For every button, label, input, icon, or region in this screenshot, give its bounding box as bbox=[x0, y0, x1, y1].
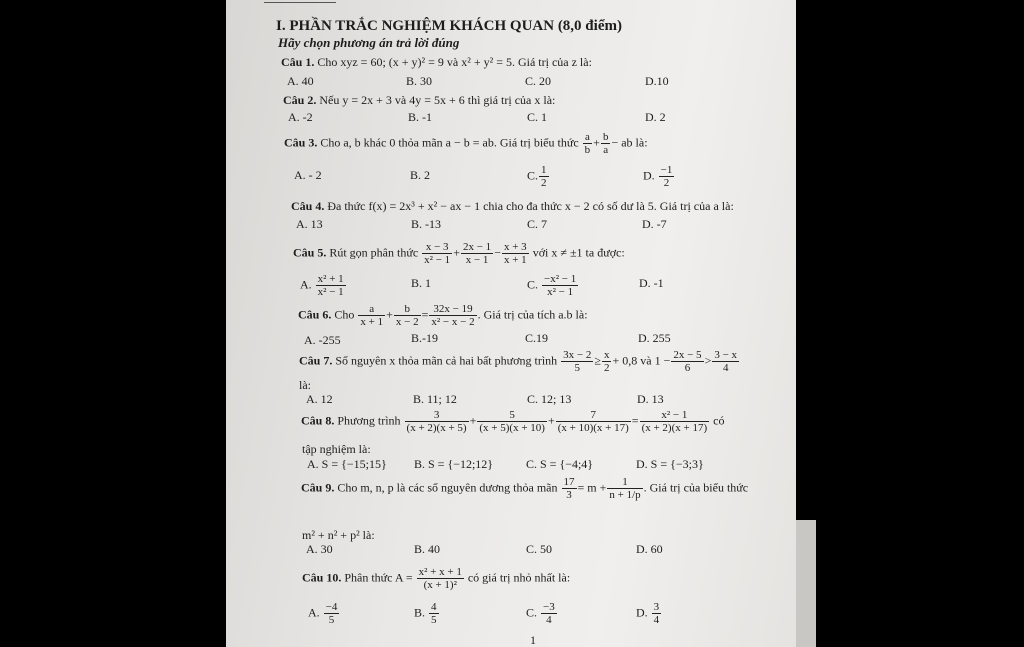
q9-option-c[interactable]: C. 50 bbox=[526, 542, 553, 556]
q10-option-d[interactable]: D. $\frac{3}{4}$ bbox=[636, 601, 660, 626]
q9-option-b[interactable]: B. 40 bbox=[414, 542, 441, 556]
question-3: Câu 3. Cho a, b khác 0 thỏa mãn a − b = ab. Giá trị biểu thức $\frac{a}{b}$ + $\frac{b}{a}$ − ab là: bbox=[284, 131, 648, 156]
q5-option-c[interactable]: C. $\frac{\text{−x² − 1}}{\text{x² − 1}}$ bbox=[527, 273, 577, 298]
q2-option-a[interactable]: A. -2 bbox=[288, 110, 313, 124]
question-4: Câu 4. Đa thức f(x) = 2x³ + x² − ax − 1 chia cho đa thức x − 2 có số dư là 5. Giá trị của a là: bbox=[291, 199, 734, 213]
question-10: Câu 10. Phân thức A = $\frac{\text{x² + x + 1}}{\text{(x + 1)²}}$ có giá trị nhỏ nhất là: bbox=[302, 566, 571, 591]
q1-option-d[interactable]: D.10 bbox=[645, 74, 669, 88]
q6-option-b[interactable]: B.-19 bbox=[411, 331, 438, 345]
q3-option-b[interactable]: B. 2 bbox=[410, 168, 431, 182]
page-number: 1 bbox=[530, 633, 536, 647]
next-page-sliver bbox=[796, 520, 816, 647]
question-2: Câu 2. Nếu y = 2x + 3 và 4y = 5x + 6 thì giá trị của x là: bbox=[283, 93, 556, 107]
q1-option-a[interactable]: A. 40 bbox=[287, 74, 314, 88]
q5-option-d[interactable]: D. -1 bbox=[639, 276, 664, 290]
q3-frac-a: $\frac{a}{b}$ bbox=[584, 131, 591, 156]
q4-option-b[interactable]: B. -13 bbox=[411, 217, 441, 231]
q8-continuation: tập nghiệm là: bbox=[302, 442, 371, 456]
q8-option-c[interactable]: C. S = {−4;4} bbox=[526, 457, 594, 471]
right-black-border bbox=[796, 0, 1024, 647]
q6-option-c[interactable]: C.19 bbox=[525, 331, 549, 345]
question-8: Câu 8. Phương trình $\frac{3}{(x + 2)(x + 5)}$ + $\frac{5}{(x + 5)(x + 10)}$ + $\frac{7}{(x + 10)(x + 17)}$ = $\frac{\text{x² − 1}}{(x + 2)(x + 17)}$ có bbox=[301, 409, 725, 434]
question-6: Câu 6. Cho $\frac{a}{x + 1}$ + $\frac{b}{x - 2}$ = $\frac{32x - 19}{\text{x² − x − 2}}$ . Giá trị của tích a.b là: bbox=[298, 303, 588, 328]
question-7: Câu 7. Số nguyên x thỏa mãn cả hai bất phương trình $\frac{3x - 2}{5}$ ≥ $\frac{x}{2}$ + 0,8 và 1 − $\frac{2x - 5}{6}$ > $\frac{3 - x}{4}$ bbox=[299, 349, 738, 374]
q2-option-c[interactable]: C. 1 bbox=[527, 110, 548, 124]
q4-option-d[interactable]: D. -7 bbox=[642, 217, 667, 231]
q9-continuation: m² + n² + p² là: bbox=[302, 528, 375, 542]
q3-option-c[interactable]: C. $\frac{1}{2}$ bbox=[527, 164, 547, 189]
q10-option-b[interactable]: B. $\frac{4}{5}$ bbox=[414, 601, 437, 626]
q5-option-b[interactable]: B. 1 bbox=[411, 276, 432, 290]
q1-option-c[interactable]: C. 20 bbox=[525, 74, 552, 88]
q9-option-a[interactable]: A. 30 bbox=[306, 542, 333, 556]
q7-option-d[interactable]: D. 13 bbox=[637, 392, 664, 406]
q10-option-c[interactable]: C. $\frac{-3}{4}$ bbox=[526, 601, 555, 626]
q4-option-c[interactable]: C. 7 bbox=[527, 217, 548, 231]
q3-frac-b: $\frac{b}{a}$ bbox=[602, 131, 609, 156]
q5-option-a[interactable]: A. $\frac{\text{x² + 1}}{\text{x² − 1}}$ bbox=[300, 273, 344, 298]
question-1: Câu 1. Cho xyz = 60; (x + y)² = 9 và x² + y² = 5. Giá trị của z là: bbox=[281, 55, 592, 69]
q6-option-a[interactable]: A. -255 bbox=[304, 333, 341, 347]
q3-option-d[interactable]: D. $\frac{-1}{2}$ bbox=[643, 164, 673, 189]
q3-option-a[interactable]: A. - 2 bbox=[294, 168, 322, 182]
q6-option-d[interactable]: D. 255 bbox=[638, 331, 671, 345]
q9-option-d[interactable]: D. 60 bbox=[636, 542, 663, 556]
top-rule bbox=[264, 2, 336, 3]
q2-option-d[interactable]: D. 2 bbox=[645, 110, 666, 124]
q10-option-a[interactable]: A. $\frac{-4}{5}$ bbox=[308, 601, 338, 626]
q7-option-b[interactable]: B. 11; 12 bbox=[413, 392, 457, 406]
q8-option-b[interactable]: B. S = {−12;12} bbox=[414, 457, 494, 471]
q4-option-a[interactable]: A. 13 bbox=[296, 217, 323, 231]
q2-option-b[interactable]: B. -1 bbox=[408, 110, 432, 124]
q7-option-c[interactable]: C. 12; 13 bbox=[527, 392, 572, 406]
q1-option-b[interactable]: B. 30 bbox=[406, 74, 433, 88]
q8-option-d[interactable]: D. S = {−3;3} bbox=[636, 457, 704, 471]
q8-option-a[interactable]: A. S = {−15;15} bbox=[307, 457, 387, 471]
section-instruction: Hãy chọn phương án trả lời đúng bbox=[278, 35, 460, 50]
section-title: I. PHẦN TRẮC NGHIỆM KHÁCH QUAN (8,0 điểm) bbox=[276, 18, 622, 34]
question-9: Câu 9. Cho m, n, p là các số nguyên dương thỏa mãn $\frac{17}{3}$ = m + $\frac{1}{n + 1/p}$ . Giá trị của biểu thức bbox=[301, 476, 749, 501]
q7-continuation: là: bbox=[299, 378, 311, 392]
question-5: Câu 5. Rút gọn phân thức $\frac{x - 3}{\text{x² − 1}}$ + $\frac{2x - 1}{x - 1}$ − $\frac{x + 3}{x + 1}$ với x ≠ ±1 ta được: bbox=[293, 241, 625, 266]
q7-option-a[interactable]: A. 12 bbox=[306, 392, 333, 406]
